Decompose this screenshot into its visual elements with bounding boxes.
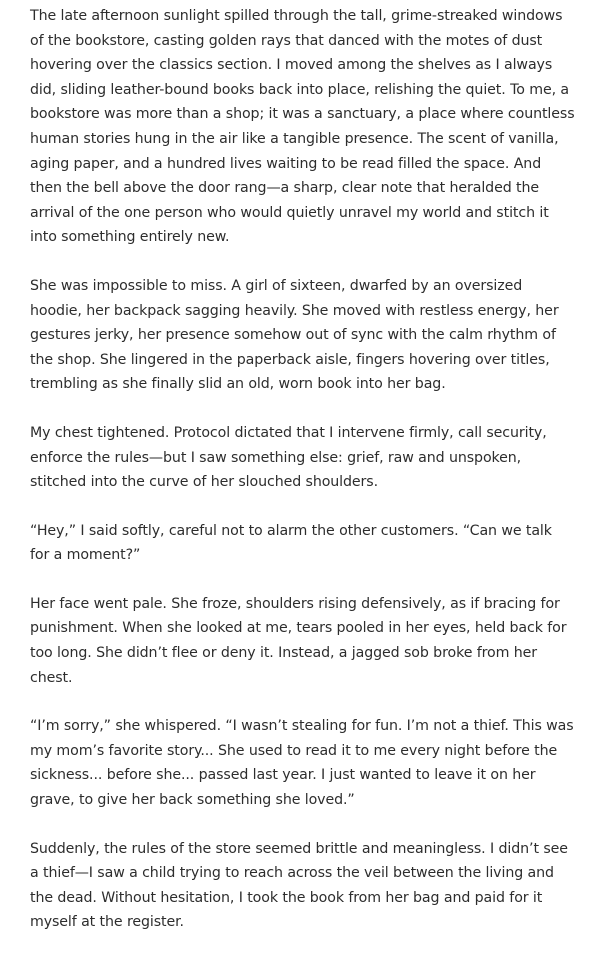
paragraph-sunlight: The late afternoon sunlight spilled through the tall, grime-streaked windows of the bookstore, casting golden rays that danced with the motes of dust hovering over the classics section. I moved among the shelves as I always did, sliding leather-bound books back into place, relishing the quiet. To me, a bookstore was more than a shop; it was a sanctuary, a place where countless human stories hung in the air like a tangible presence. The scent of vanilla, aging paper, and a hundred lives waiting to be read filled the space. And then the bell above the door rang—a sharp, clear note that heralded the arrival of the one person who would quietly unravel my world and stitch it into something entirely new.	[30, 8, 575, 246]
paragraph-girl: She was impossible to miss. A girl of sixteen, dwarfed by an oversized hoodie, her backpack sagging heavily. She moved with restless energy, her gestures jerky, her presence somehow out of sync with the calm rhythm of the shop. She lingered in the paperback aisle, fingers hovering over titles, trembling as she finally slid an old, worn book into her bag.	[30, 277, 559, 393]
paragraph-pale: Her face went pale. She froze, shoulders rising defensively, as if bracing for punishment. When she looked at me, tears pooled in her eyes, held back for too long. She didn’t flee or deny it. Instead, a jagged sob broke from her chest.	[30, 595, 567, 686]
story-text	[30, 4, 575, 959]
paragraph-chest: My chest tightened. Protocol dictated that I intervene firmly, call security, enforce the rules—but I saw something else: grief, raw and unspoken, stitched into the curve of her slouched shoulders.	[30, 424, 547, 491]
paragraph-suddenly: Suddenly, the rules of the store seemed brittle and meaningless. I didn’t see a thief—I saw a child trying to reach across the veil between the living and the dead. Without hesitation, I took the book from her bag and paid for it myself at the register.	[30, 840, 568, 931]
paragraph-hey: “Hey,” I said softly, careful not to alarm the other customers. “Can we talk for a moment?”	[30, 522, 552, 564]
paragraph-sorry: “I’m sorry,” she whispered. “I wasn’t stealing for fun. I’m not a thief. This was my mom’s favorite story... She used to read it to me every night before the sickness... before she... passed last year. I just wanted to leave it on her grave, to give her back something she loved.”	[30, 718, 574, 809]
